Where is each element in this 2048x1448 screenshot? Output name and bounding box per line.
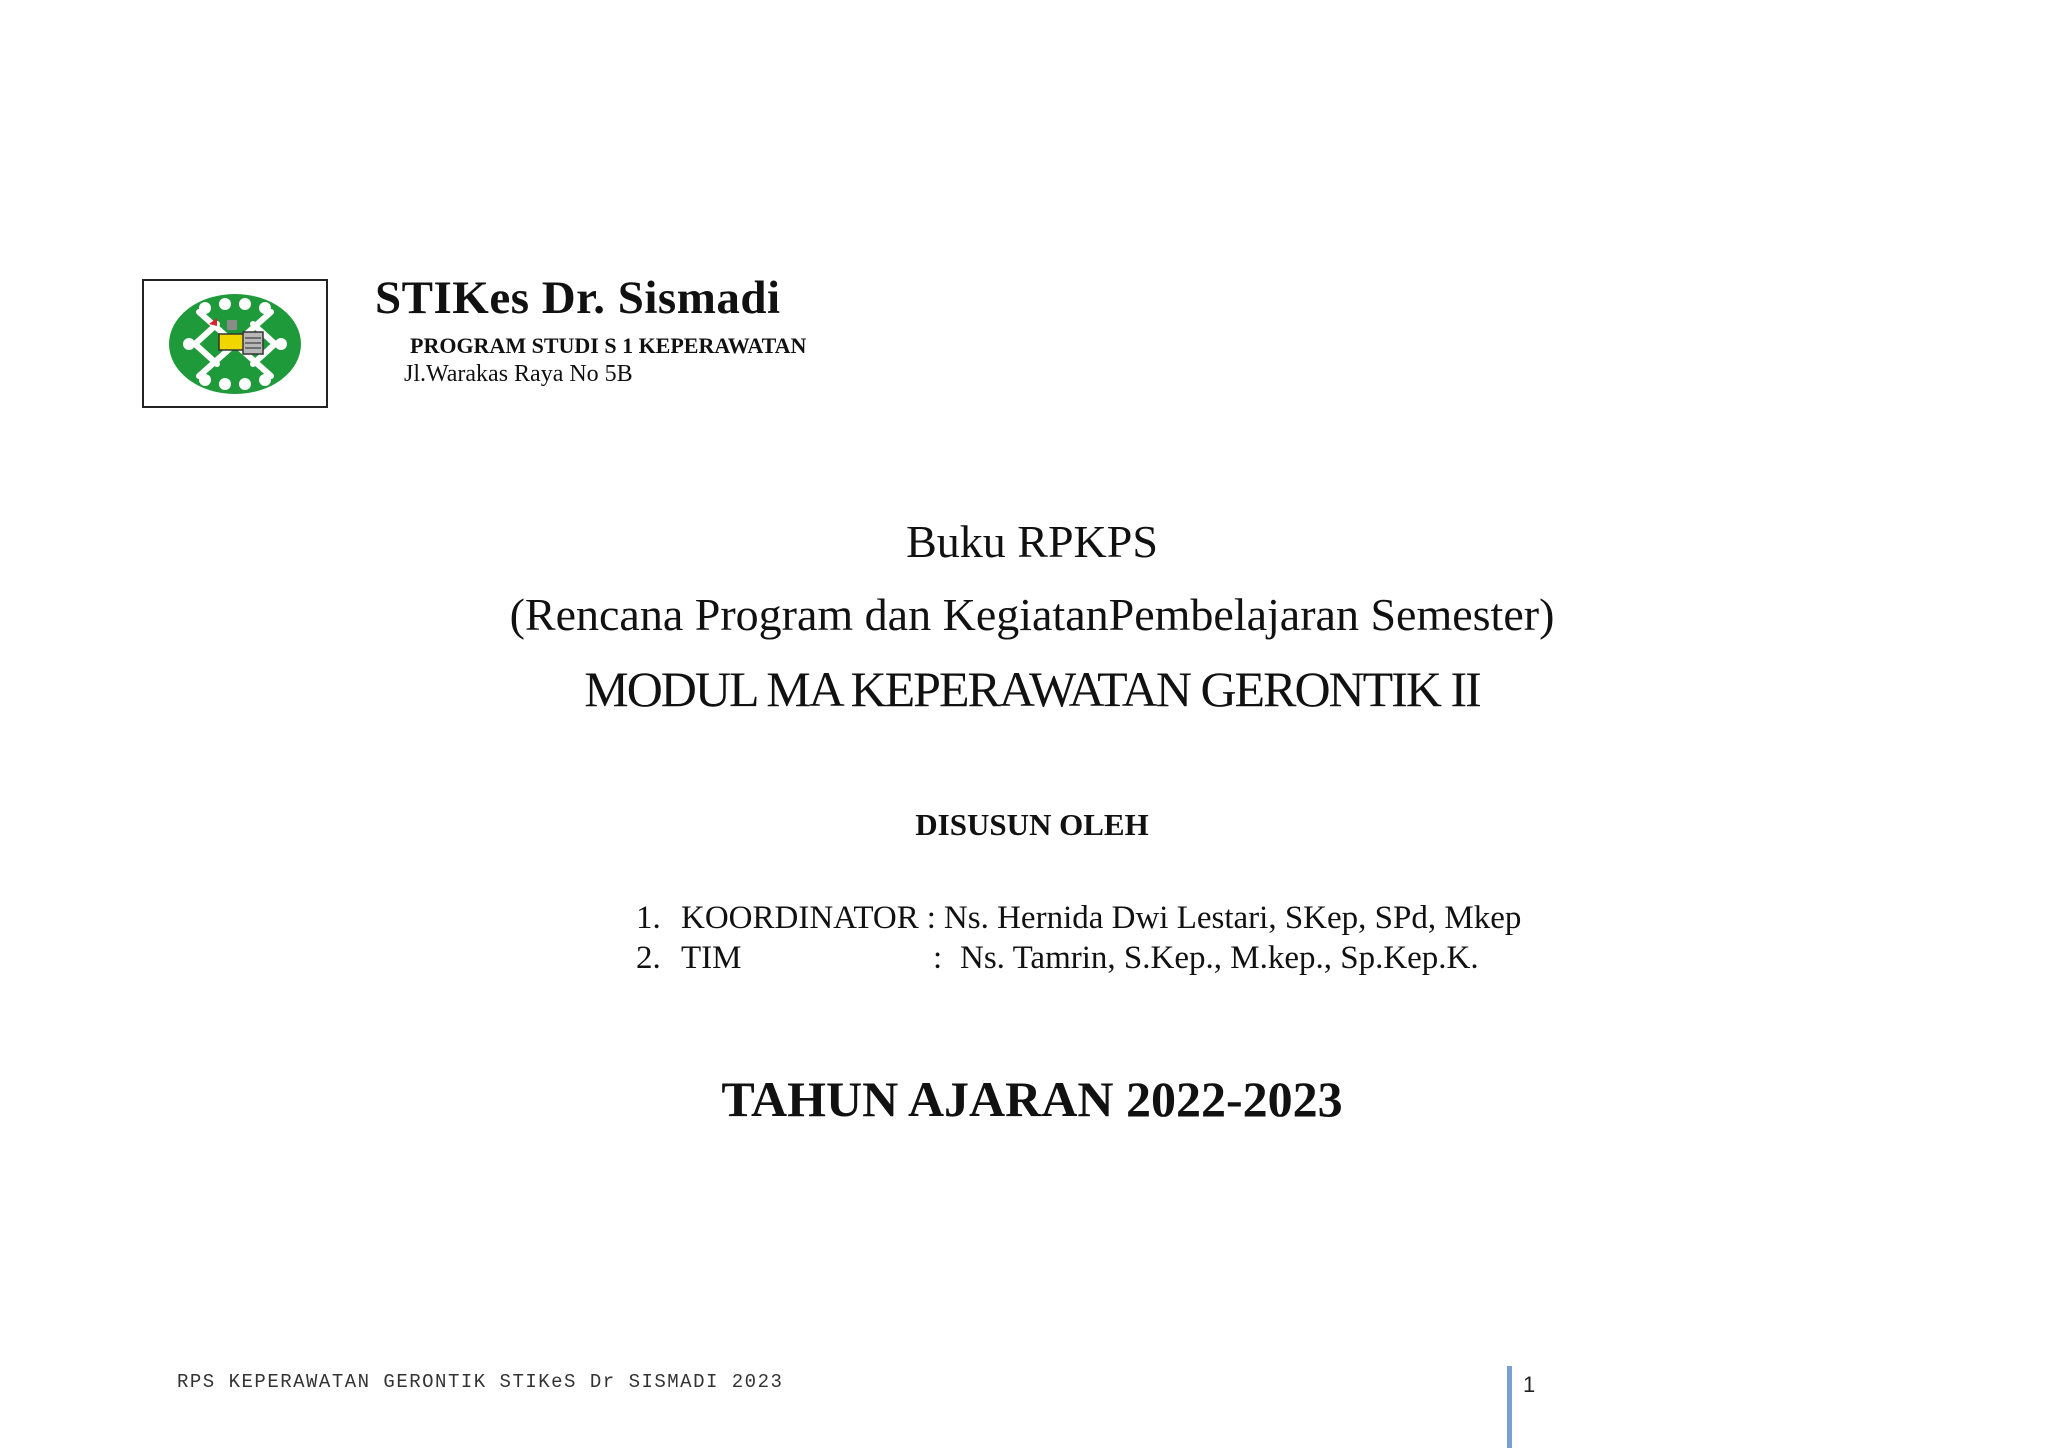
program-name: PROGRAM STUDI S 1 KEPERAWATAN — [410, 333, 807, 358]
prepared-by-label: DISUSUN OLEH — [915, 807, 1149, 842]
institution-name: STIKes Dr. Sismadi — [375, 272, 781, 324]
team-row-coordinator — [636, 898, 1521, 938]
team-row-number: 2. — [636, 940, 661, 976]
team-row-member-name: Ns. Hernida Dwi Lestari, SKep, SPd, Mkep — [943, 900, 1522, 936]
team-list — [636, 898, 1521, 978]
team-row-separator: : — [933, 940, 943, 976]
institution-emblem-icon — [165, 290, 305, 398]
academic-year: TAHUN AJARAN 2022-2023 — [721, 1071, 1343, 1127]
document-subtitle: (Rencana Program dan KegiatanPembelajaran Semester) — [509, 589, 1555, 640]
team-row-number: 1. — [636, 900, 661, 936]
document-title: Buku RPKPS — [906, 516, 1158, 567]
team-row-role: KOORDINATOR — [681, 900, 919, 936]
team-row-separator: : — [926, 900, 936, 936]
team-row-team — [636, 938, 1521, 978]
team-row-member-name: Ns. Tamrin, S.Kep., M.kep., Sp.Kep.K. — [960, 940, 1479, 976]
team-row-role: TIM — [681, 940, 742, 976]
page-number: 1 — [1523, 1372, 1536, 1397]
module-title: MODUL MA KEPERAWATAN GERONTIK II — [584, 661, 1480, 717]
institution-address: Jl.Warakas Raya No 5B — [404, 361, 633, 387]
footer-text: RPS KEPERAWATAN GERONTIK STIKeS Dr SISMADI 2023 — [177, 1371, 784, 1393]
logo-frame — [142, 279, 328, 408]
footer-divider-bar — [1507, 1366, 1512, 1448]
